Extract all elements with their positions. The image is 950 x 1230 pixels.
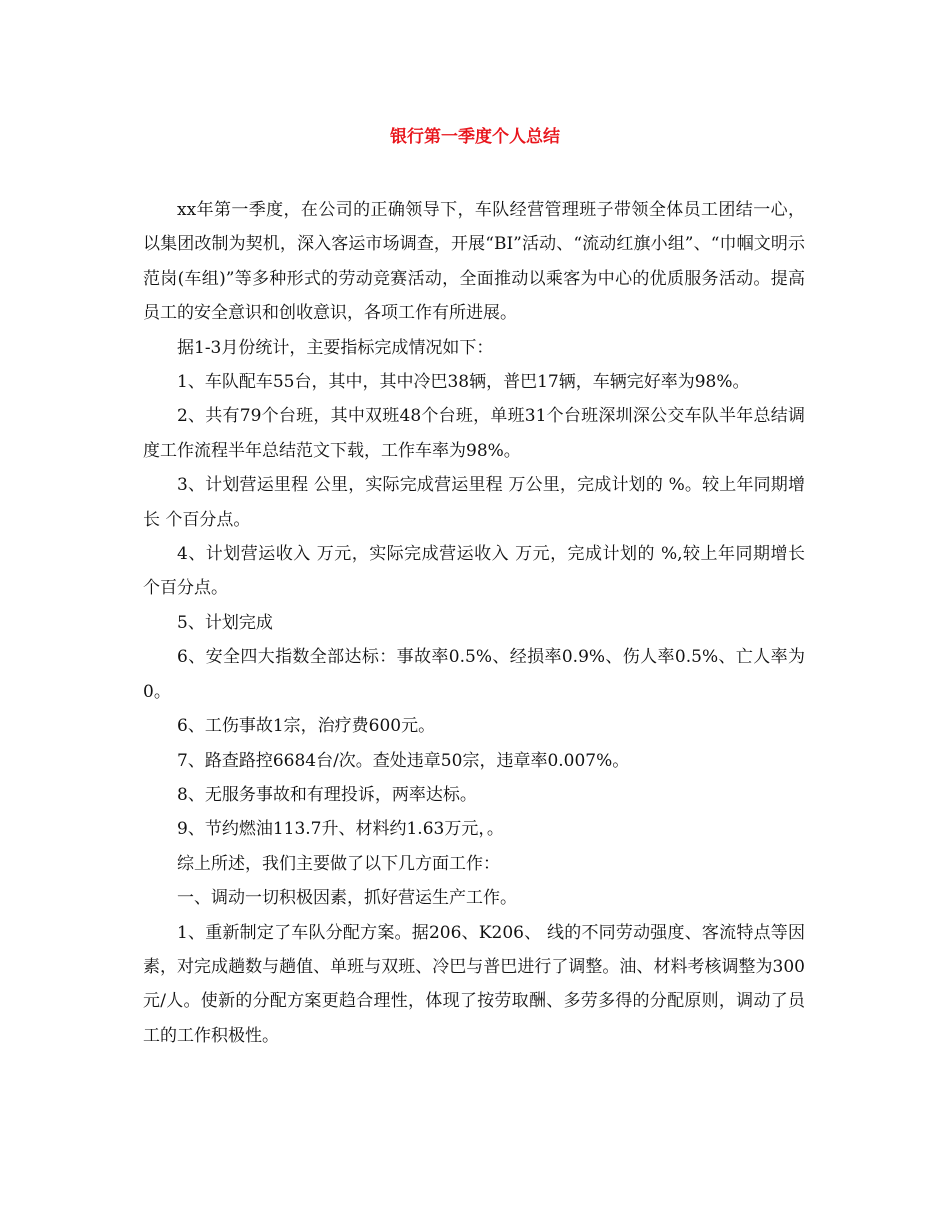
paragraph-summary: 综上所述，我们主要做了以下几方面工作： [177,853,500,874]
paragraph-item-2: 2、共有79个台班，其中双班48个台班，单班31个台班深圳深公交车队半年总结调度工作流程半年总结范文下载，工作车率为98%。 [143,406,805,461]
section-heading-1: 一、调动一切积极因素，抓好营运生产工作。 [177,888,517,909]
paragraph-item-5: 5、计划完成 [177,612,273,633]
paragraph-intro: xx年第一季度，在公司的正确领导下，车队经营管理班子带领全体员工团结一心，以集团改制为契机，深入客运市场调查，开展“BI”活动、“流动红旗小组”、“巾帼文明示范岗(车组)”等多种形式的劳动竞赛活动，全面推动以乘客为中心的优质服务活动。提高员工的安全意识和创收意识，各项工作有所进展。 [143,200,805,324]
paragraph-stats-intro: 据1-3月份统计，主要指标完成情况如下： [177,337,494,358]
paragraph-item-1: 1、车队配车55台，其中，其中冷巴38辆，普巴17辆，车辆完好率为98%。 [177,372,750,393]
document-body [143,193,805,1053]
paragraph-section-1-item-1: 1、重新制定了车队分配方案。据206、K206、 线的不同劳动强度、客流特点等因素，对完成趟数与趟值、单班与双班、冷巴与普巴进行了调整。油、材料考核调整为300元/人。使新的分配方案更趋合理性，体现了按劳取酬、多劳多得的分配原则，调动了员工的工作积极性。 [143,922,805,1046]
document-title: 银行第一季度个人总结 [390,127,560,147]
paragraph-item-6-injury: 6、工伤事故1宗，治疗费600元。 [177,716,436,737]
paragraph-item-3: 3、计划营运里程 公里，实际完成营运里程 万公里，完成计划的 %。较上年同期增长 个百分点。 [143,475,805,530]
paragraph-item-4: 4、计划营运收入 万元，实际完成营运收入 万元，完成计划的 %,较上年同期增长 个百分点。 [143,544,805,599]
paragraph-item-9: 9、节约燃油113.7升、材料约1.63万元，。 [177,819,504,840]
paragraph-item-6-safety: 6、安全四大指数全部达标：事故率0.5%、经损率0.9%、伤人率0.5%、亡人率为0。 [143,647,805,702]
paragraph-item-7: 7、路查路控6684台/次。查处违章50宗，违章率0.007%。 [177,750,630,771]
paragraph-item-8: 8、无服务事故和有理投诉，两率达标。 [177,784,477,805]
